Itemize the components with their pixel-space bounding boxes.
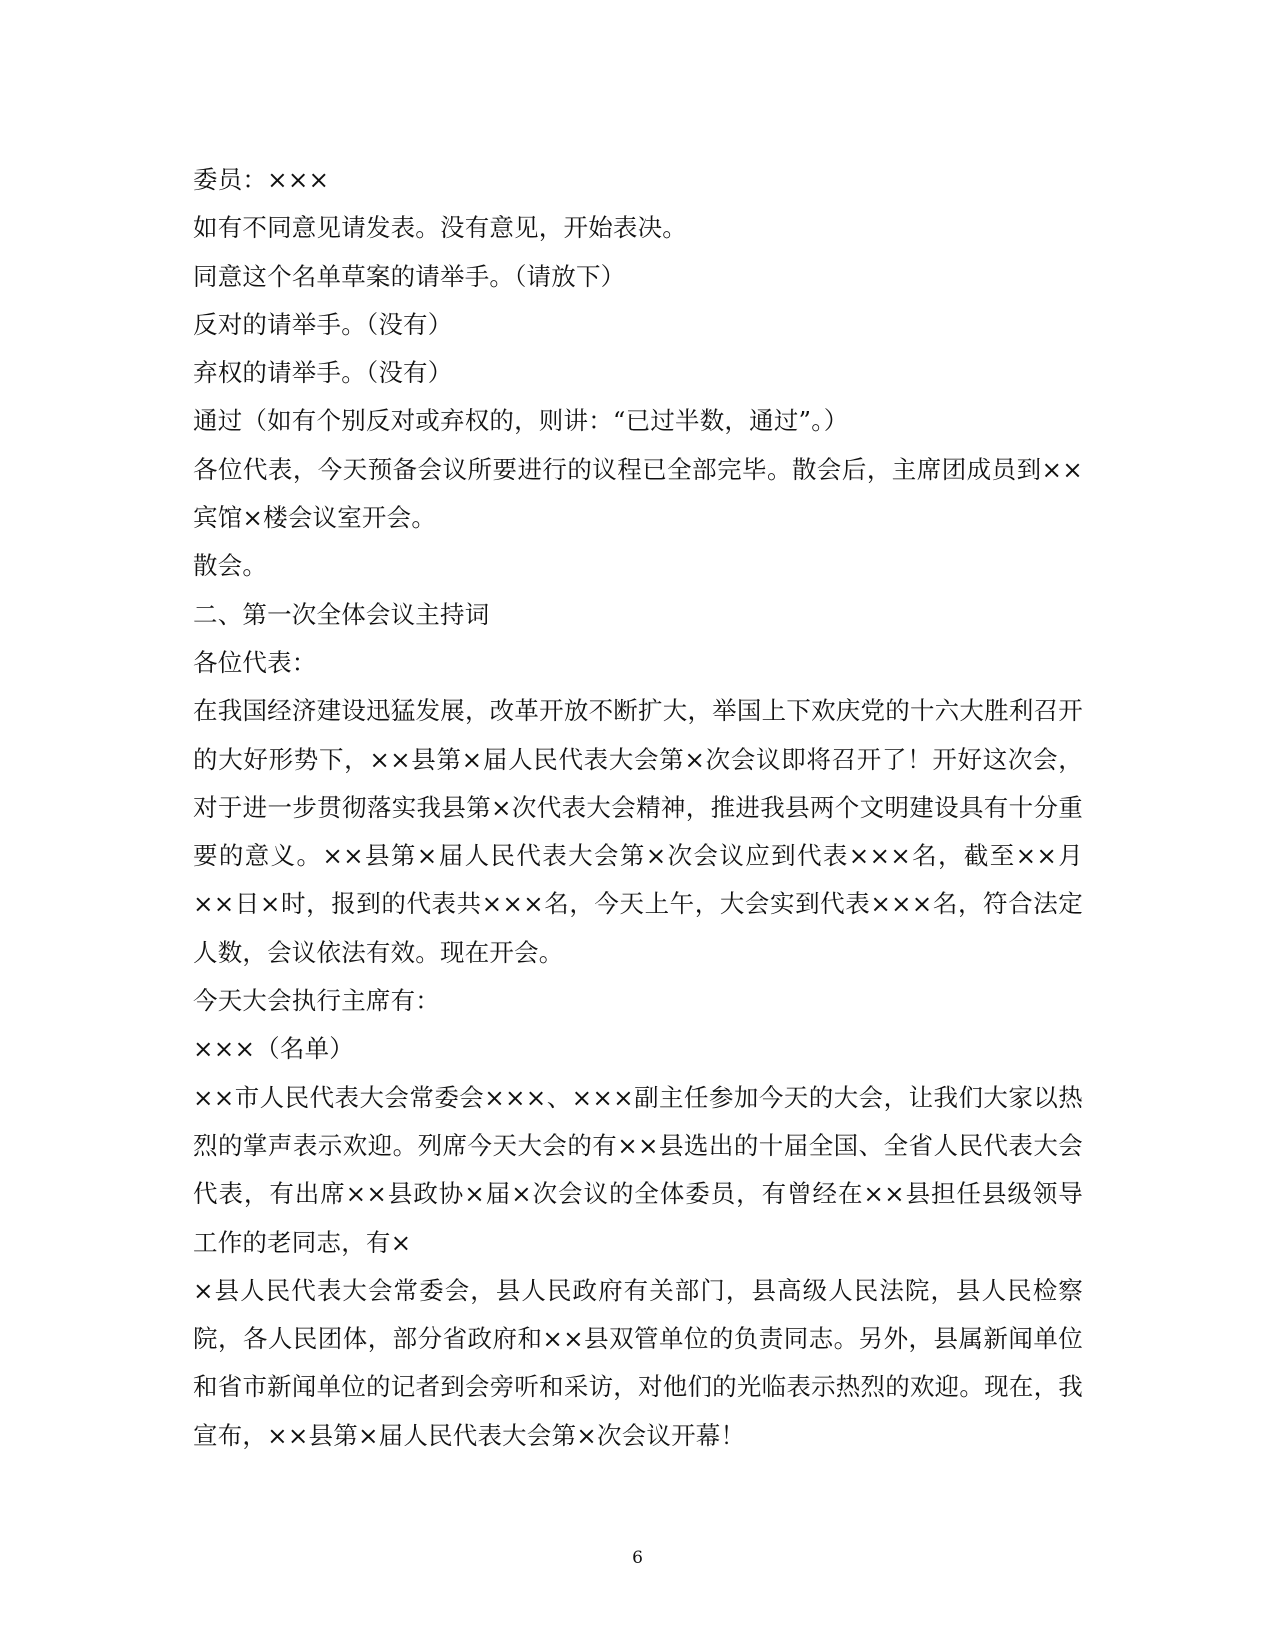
paragraph-opening-declaration: ×县人民代表大会常委会，县人民政府有关部门，县高级人民法院，县人民检察院，各人民团体，部分省政府和××县双管单位的负责同志。另外，县属新闻单位和省市新闻单位的记者到会旁听和采访，对他们的光临表示热烈的欢迎。现在，我宣布，××县第×届人民代表大会第×次会议开幕！ [193, 1275, 1083, 1450]
paragraph-committee-member: 委员：××× [193, 165, 330, 194]
paragraph-agenda-complete: 各位代表，今天预备会议所要进行的议程已全部完毕。散会后，主席团成员到××宾馆×楼会议室开会。 [193, 454, 1083, 533]
paragraph-name-list: ×××（名单） [193, 1034, 354, 1064]
paragraph-opening-remarks: 在我国经济建设迅猛发展，改革开放不断扩大，举国上下欢庆党的十六大胜利召开的大好形势下，××县第×届人民代表大会第×次会议即将召开了！开好这次会，对于进一步贯彻落实我县第×次代表大会精神，推进我县两个文明建设具有十分重要的意义。××县第×届人民代表大会第×次会议应到代表×××名，截至××月××日×时，报到的代表共×××名，今天上午，大会实到代表×××名，符合法定人数，会议依法有效。现在开会。 [193, 696, 1083, 967]
paragraph-adjourn: 散会。 [193, 551, 268, 581]
section-heading: 二、第一次全体会议主持词 [193, 599, 490, 629]
paragraph-executive-chairs: 今天大会执行主席有： [193, 986, 440, 1016]
paragraph-attendees: ××市人民代表大会常委会×××、×××副主任参加今天的大会，让我们大家以热烈的掌声表示欢迎。列席今天大会的有××县选出的十届全国、全省人民代表大会代表，有出席××县政协×届×次会议的全体委员，有曾经在××县担任县级领导工作的老同志，有× [193, 1082, 1083, 1257]
paragraph-vote-in-favor: 同意这个名单草案的请举手。（请放下） [193, 261, 626, 291]
paragraph-vote-abstain: 弃权的请举手。（没有） [193, 358, 453, 388]
paragraph-vote-against: 反对的请举手。（没有） [193, 309, 453, 339]
paragraph-vote-passed: 通过（如有个别反对或弃权的，则讲：“已过半数，通过”。） [193, 406, 849, 436]
page-number: 6 [632, 1548, 643, 1568]
document-body [193, 156, 1083, 1460]
paragraph-call-for-opinions: 如有不同意见请发表。没有意见，开始表决。 [193, 213, 687, 243]
paragraph-salutation: 各位代表： [193, 647, 317, 677]
